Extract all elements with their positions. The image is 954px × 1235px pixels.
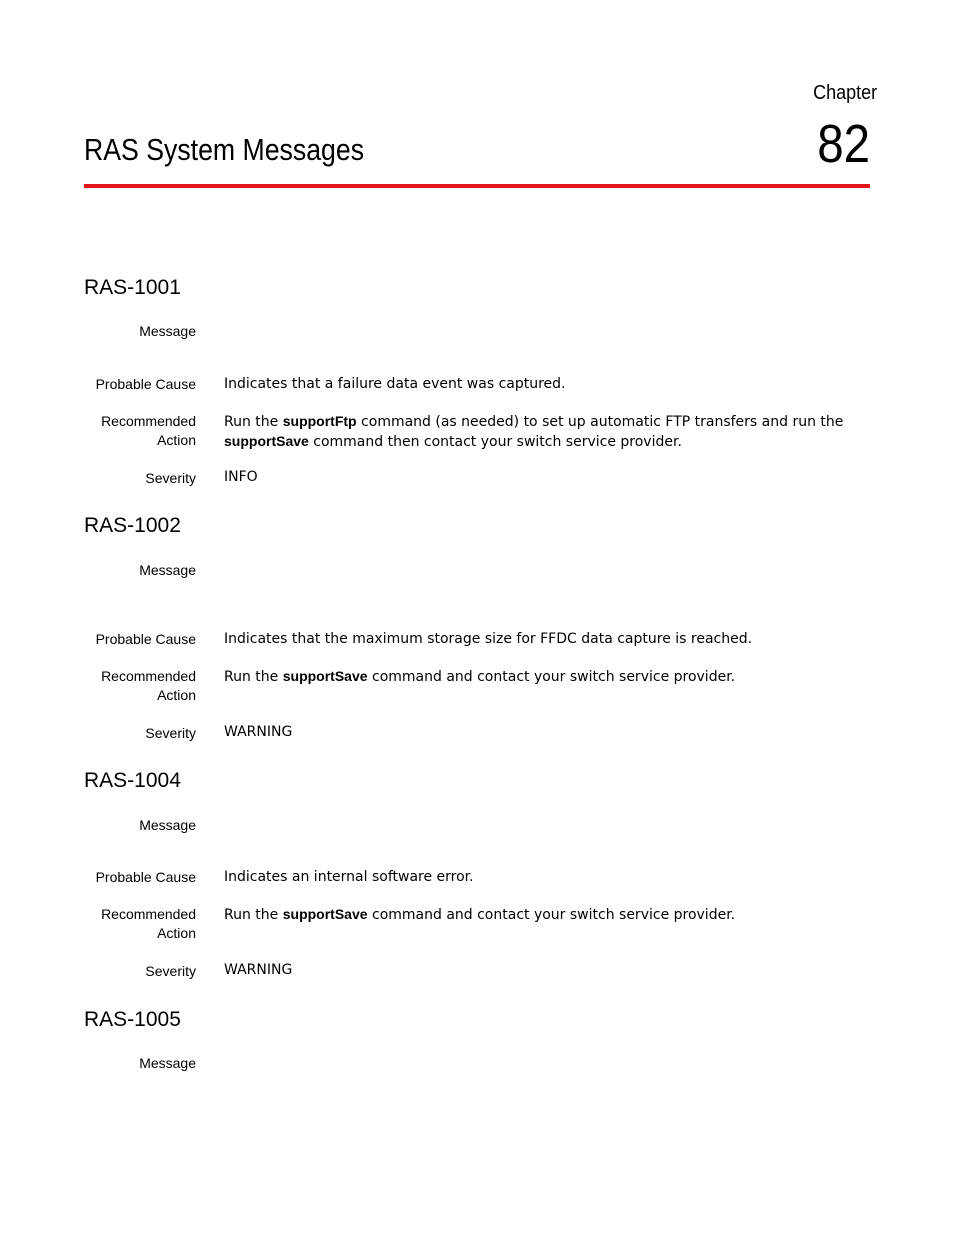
- page-title: RAS System Messages: [84, 132, 365, 167]
- section-heading-ras-1001: RAS-1001: [84, 276, 181, 299]
- recommended-action-text: [224, 412, 864, 452]
- probable-cause-label: Probable Cause: [95, 631, 196, 647]
- probable-cause-text: Indicates that a failure data event was captured.: [224, 376, 566, 392]
- section-heading-ras-1004: RAS-1004: [84, 769, 181, 792]
- action-text: Run the: [224, 414, 283, 430]
- probable-cause-label: Probable Cause: [95, 376, 196, 392]
- action-text: command (as needed) to set up automatic FTP transfers and run the: [356, 414, 844, 430]
- action-text: Run the: [224, 907, 283, 923]
- severity-label: Severity: [145, 725, 196, 741]
- action-text: command and contact your switch service provider.: [367, 907, 736, 923]
- severity-value: WARNING: [224, 724, 293, 740]
- severity-value: WARNING: [224, 962, 293, 978]
- recommended-action-text: [224, 667, 864, 687]
- recommended-label: Recommended: [101, 668, 196, 684]
- section-heading-ras-1002: RAS-1002: [84, 514, 181, 537]
- recommended-label: Recommended: [101, 413, 196, 429]
- probable-cause-text: Indicates an internal software error.: [224, 869, 474, 885]
- command-name: supportSave: [224, 433, 309, 449]
- action-label: Action: [157, 687, 196, 703]
- command-name: supportFtp: [282, 413, 357, 429]
- action-label: Action: [157, 432, 196, 448]
- probable-cause-label: Probable Cause: [95, 869, 196, 885]
- command-name: supportSave: [282, 906, 368, 922]
- message-label: Message: [139, 817, 196, 833]
- message-label: Message: [139, 323, 196, 339]
- action-text: command and contact your switch service provider.: [367, 669, 736, 685]
- probable-cause-text: Indicates that the maximum storage size for FFDC data capture is reached.: [224, 631, 753, 647]
- message-label: Message: [139, 1055, 196, 1071]
- severity-label: Severity: [145, 470, 196, 486]
- action-text: command then contact your switch service provider.: [308, 434, 682, 450]
- severity-value: INFO: [224, 469, 258, 485]
- section-heading-ras-1005: RAS-1005: [84, 1008, 181, 1031]
- chapter-label: Chapter: [812, 82, 877, 104]
- command-name: supportSave: [282, 668, 368, 684]
- recommended-label: Recommended: [101, 906, 196, 922]
- recommended-action-text: [224, 905, 864, 925]
- message-label: Message: [139, 562, 196, 578]
- severity-label: Severity: [145, 963, 196, 979]
- action-text: Run the: [224, 669, 283, 685]
- action-label: Action: [157, 925, 196, 941]
- title-rule: [84, 184, 870, 188]
- chapter-number: 82: [817, 114, 870, 174]
